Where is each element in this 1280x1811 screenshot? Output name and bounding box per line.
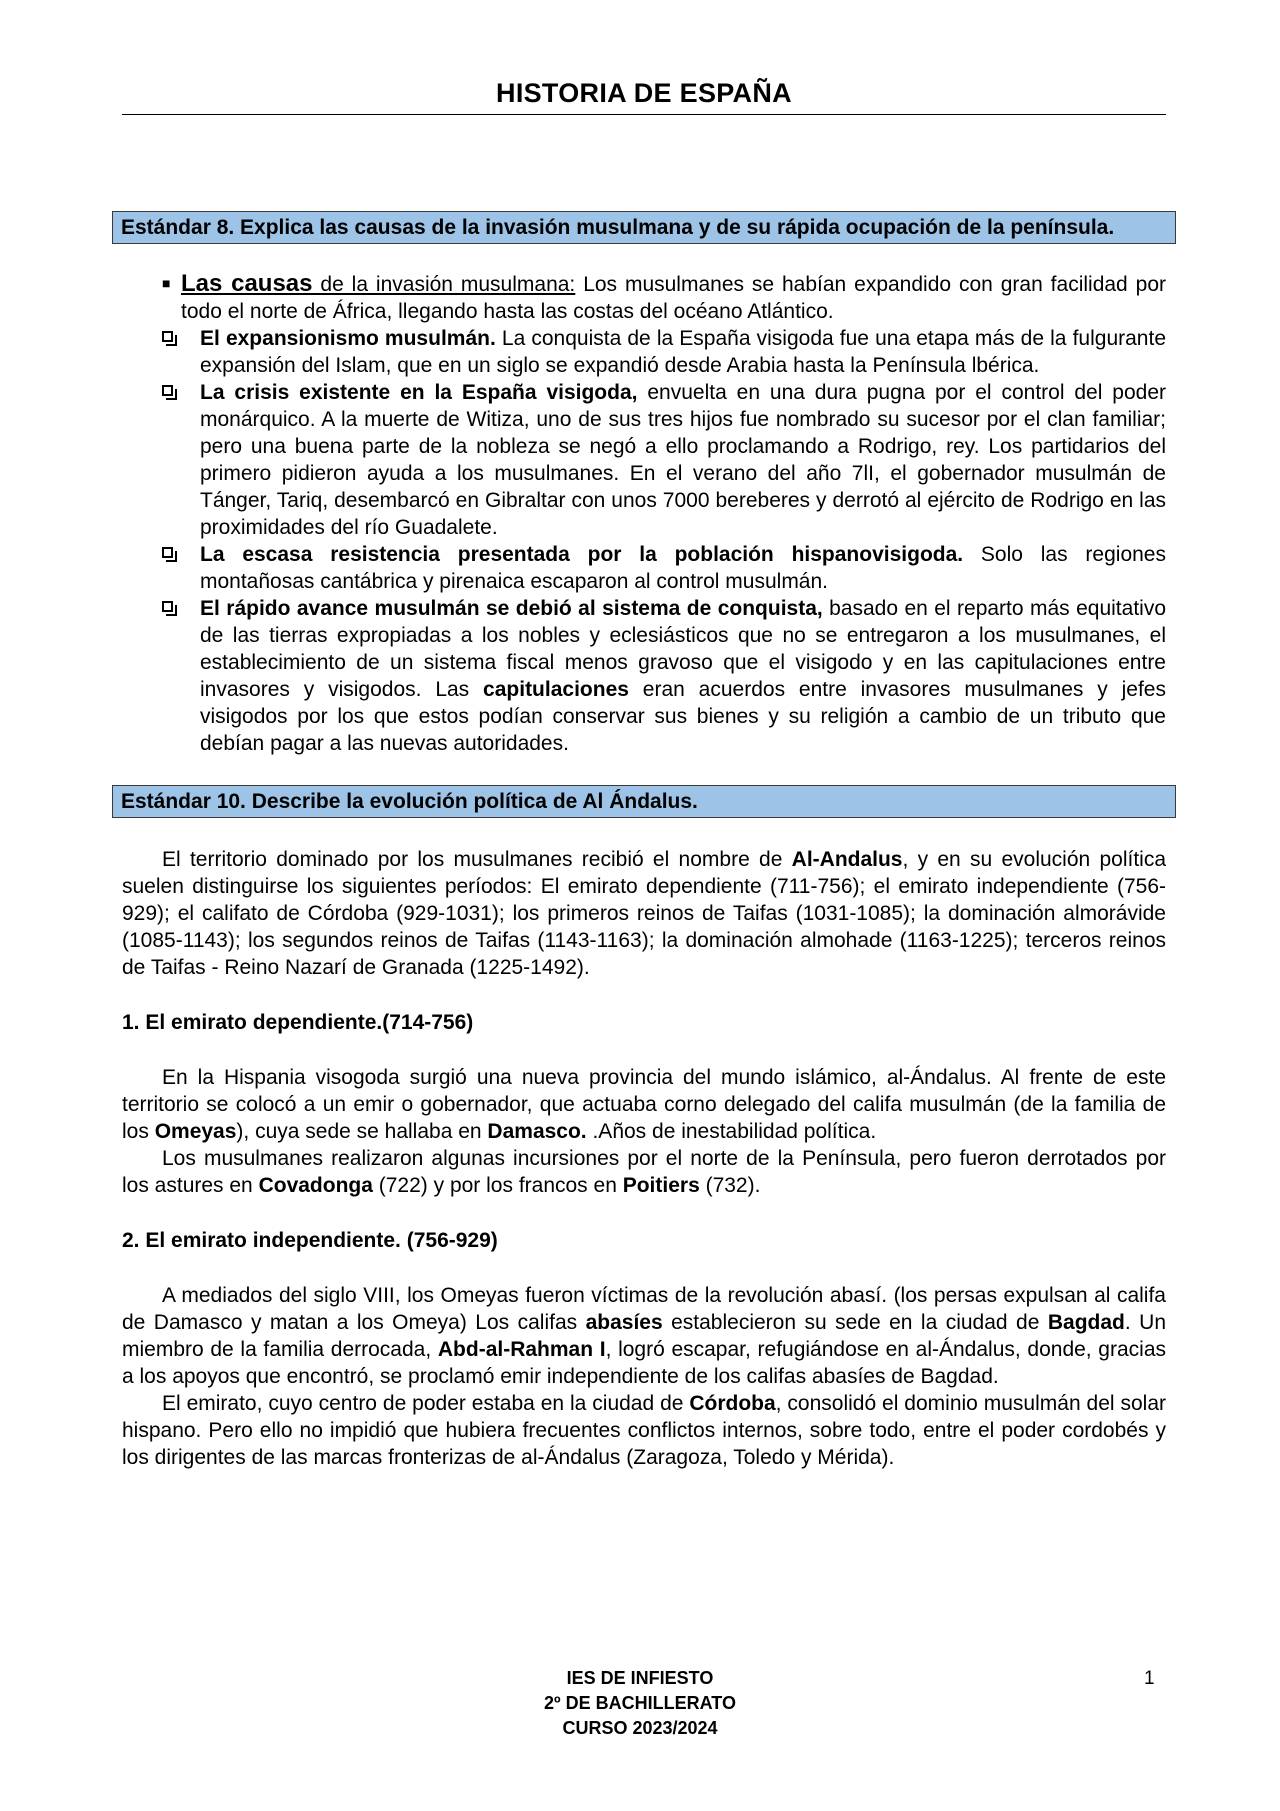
standard-8-heading: Estándar 8. Explica las causas de la invasión musulmana y de su rápida ocupación de la península. (112, 211, 1176, 244)
list-item: El rápido avance musulmán se debió al sistema de conquista, basado en el reparto más equitativo de las tierras expropiadas a los nobles y eclesiásticos que no se entregaron a los musulmanes, el establecimiento de un sistema fiscal menos gravoso que el visigodo y en las capitulaciones entre invasores y visigodos. Las capitulaciones eran acuerdos entre invasores musulmanes y jefes visigodos por los que estos podían conservar sus bienes y su religión a cambio de un tributo que debían pagar a las nuevas autoridades. (122, 595, 1166, 757)
shadowed-box-bullet-icon (162, 547, 173, 558)
list-item: El expansionismo musulmán. La conquista de la España visigoda fue una etapa más de la fulgurante expansión del Islam, que en un siglo se expandió desde Arabia hasta la Península lbérica. (122, 325, 1166, 379)
shadowed-box-bullet-icon (162, 331, 173, 342)
square-bullet-icon: ■ (162, 275, 171, 291)
standard-10-heading: Estándar 10. Describe la evolución política de Al Ándalus. (112, 785, 1176, 818)
al-andalus-intro-paragraph: El territorio dominado por los musulmanes recibió el nombre de Al-Andalus, y en su evolución política suelen distinguirse los siguientes períodos: El emirato dependiente (711-756); el emirato independiente (756-929); el califato de Córdoba (929-1031); los primeros reinos de Taifas (1031-1085); la dominación almorávide (1085-1143); los segundos reinos de Taifas (1143-1163); la dominación almohade (1163-1225); terceros reinos de Taifas - Reino Nazarí de Granada (1225-1492). (122, 848, 1166, 979)
page-content (122, 211, 1166, 1471)
document-title: HISTORIA DE ESPAÑA (496, 78, 792, 108)
causes-list (122, 270, 1166, 757)
section-2-title: 2. El emirato independiente. (756-929) (122, 1229, 498, 1252)
section-1-paragraph-1: En la Hispania visogoda surgió una nueva provincia del mundo islámico, al-Ándalus. Al frente de este territorio se colocó a un emir o gobernador, que actuaba corno delegado del califa musulmán (de la familia de los Omeyas), cuya sede se hallaba en Damasco. .Años de inestabilidad política. (122, 1066, 1166, 1143)
list-item: ■ Las causas de la invasión musulmana: Los musulmanes se habían expandido con gran facilidad por todo el norte de África, llegando hasta las costas del océano Atlántico. (162, 270, 1166, 323)
section-2-paragraph-2: El emirato, cuyo centro de poder estaba en la ciudad de Córdoba, consolidó el dominio musulmán del solar hispano. Pero ello no impidió que hubiera frecuentes conflictos internos, sobre todo, entre el poder cordobés y los dirigentes de las marcas fronterizas de al-Ándalus (Zaragoza, Toledo y Mérida). (122, 1392, 1166, 1469)
section-1-paragraph-2: Los musulmanes realizaron algunas incursiones por el norte de la Península, pero fueron derrotados por los astures en Covadonga (722) y por los francos en Poitiers (732). (122, 1147, 1166, 1197)
page-number: 1 (1144, 1668, 1155, 1689)
section-2-paragraph-1: A mediados del siglo VIII, los Omeyas fueron víctimas de la revolución abasí. (los persas expulsan al califa de Damasco y matan a los Omeya) Los califas abasíes establecieron su sede en la ciudad de Bagdad. Un miembro de la familia derrocada, Abd-al-Rahman I, logró escapar, refugiándose en al-Ándalus, donde, gracias a los apoyos que encontró, se proclamó emir independiente de los califas abasíes de Bagdad. (122, 1284, 1167, 1388)
list-item: La escasa resistencia presentada por la población hispanovisigoda. Solo las regiones montañosas cantábrica y pirenaica escaparon al control musulmán. (122, 541, 1166, 595)
list-item: La crisis existente en la España visigoda, envuelta en una dura pugna por el control del poder monárquico. A la muerte de Witiza, uno de sus tres hijos fue nombrado su sucesor por el clan familiar; pero una buena parte de la nobleza se negó a ello proclamando a Rodrigo, rey. Los partidarios del primero pidieron ayuda a los musulmanes. En el verano del año 7lI, el gobernador musulmán de Tánger, Tariq, desembarcó en Gibraltar con unos 7000 bereberes y derrotó al ejército de Rodrigo en las proximidades del río Guadalete. (122, 379, 1166, 541)
footer-school-year: CURSO 2023/2024 (562, 1718, 718, 1738)
shadowed-box-bullet-icon (162, 601, 173, 612)
section-1-title: 1. El emirato dependiente.(714-756) (122, 1011, 474, 1034)
footer-school: IES DE INFIESTO (566, 1668, 714, 1688)
page-header (122, 76, 1166, 115)
shadowed-box-bullet-icon (162, 385, 173, 396)
footer-course-level: 2º DE BACHILLERATO (544, 1693, 736, 1713)
page-footer (0, 1666, 1280, 1741)
